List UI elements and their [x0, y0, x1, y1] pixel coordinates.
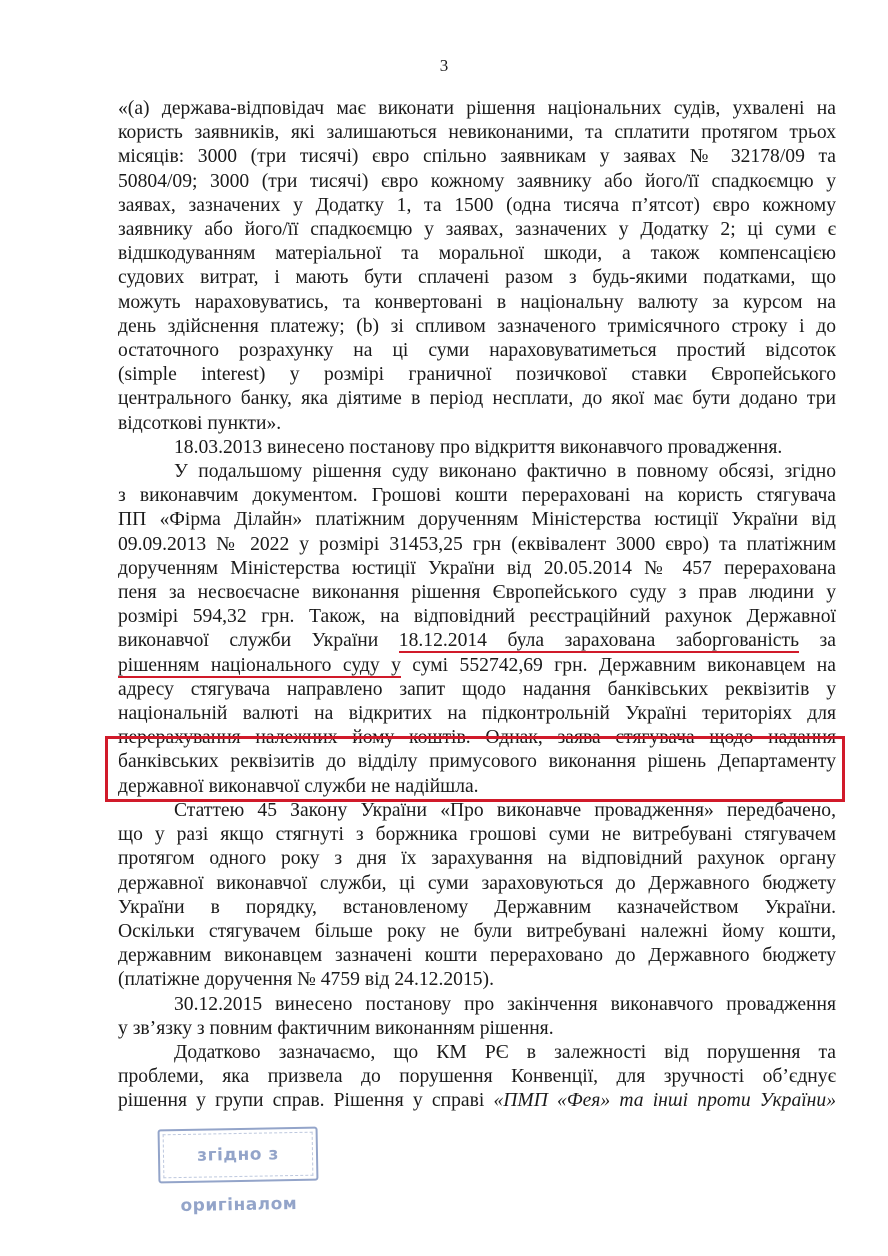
- highlighted-line: банківських реквізитів до відділу примусового виконання рішень Департаменту: [118, 751, 836, 773]
- text-line-underlined: [118, 654, 836, 678]
- text-line: судових витрат, і мають бути сплачені разом з будь-якими податками, що: [118, 267, 836, 289]
- text-line: України в порядку, встановленому Державним казначейством України.: [118, 896, 836, 918]
- highlighted-line: перерахування належних йому коштів. Однак, заява стягувача щодо надання: [118, 727, 836, 749]
- text-line: дорученням Міністерства юстиції України від 20.05.2014 № 457 перерахована: [118, 557, 836, 579]
- text-line: розмірі 594,32 грн. Також, на відповідний реєстраційний рахунок Державної: [118, 606, 836, 628]
- text-line: державної виконавчої служби, ці суми зараховуються до Державного бюджету: [118, 872, 836, 894]
- text-line: 50804/09; 3000 (три тисячі) євро кожному заявнику або його/її спадкоємцю у: [118, 170, 836, 192]
- text-line: проблеми, яка призвела до порушення Конвенції, для зручності об’єднує: [118, 1066, 836, 1088]
- text-line: Додатково зазначаємо, що КМ РЄ в залежності від порушення та: [174, 1041, 836, 1063]
- highlighted-line: державної виконавчої служби не надійшла.: [118, 775, 479, 797]
- text-segment: сумі 552742,69 грн. Державним виконавцем на: [400, 654, 836, 676]
- text-line: «(а) держава-відповідач має виконати рішення національних судів, ухвалені на: [118, 98, 836, 119]
- text-line: пеня за несвоєчасне виконання рішення Європейського суду з прав людини у: [118, 582, 836, 604]
- text-line: національній валюті на відкритих на підконтрольній Україні територіях для: [118, 703, 836, 725]
- text-line: заявнику або його/її спадкоємцю у заявах, зазначених у Додатку 2; ці суми є: [118, 219, 836, 241]
- red-highlight-frame: [105, 736, 845, 802]
- underlined-date-phrase: 18.12.2014 була зарахована заборгованість: [398, 630, 800, 652]
- text-line: з виконавчим документом. Грошові кошти перераховані на користь стягувача: [118, 485, 836, 507]
- text-segment: виконавчої служби України: [118, 630, 399, 652]
- text-line: (платіжне доручення № 4759 від 24.12.2015).: [118, 969, 494, 991]
- page-number: 3: [439, 56, 449, 75]
- text-line: Оскільки стягувачем більше року не були витребувані належні йому кошти,: [118, 920, 836, 942]
- text-line: 18.03.2013 винесено постанову про відкриття виконавчого провадження.: [174, 436, 783, 458]
- text-line: можуть нараховуватись, та конвертовані в національну валюту за курсом на: [118, 291, 836, 313]
- text-line: державним виконавцем зазначені кошти перераховано до Державного бюджету: [118, 945, 836, 967]
- text-line: У подальшому рішення суду виконано фактично в повному обсязі, згідно: [174, 461, 836, 483]
- text-line: Статтею 45 Закону України «Про виконавче провадження» передбачено,: [174, 799, 836, 821]
- text-line: відшкодуванням матеріальної та моральної шкоди, а також компенсацією: [118, 243, 836, 265]
- text-line: що у разі якщо стягнуті з боржника грошові суми не витребувані стягувачем: [118, 824, 836, 846]
- text-line: (simple interest) у розмірі граничної позичкової ставки Європейського: [118, 364, 836, 386]
- underlined-phrase: рішенням національного суду у: [118, 654, 401, 676]
- document-body: [118, 97, 836, 1114]
- text-line: у зв’язку з повним фактичним виконанням рішення.: [118, 1017, 554, 1039]
- text-line: остаточного розрахунку на ці суми нараховуватиметься простий відсоток: [118, 340, 836, 362]
- text-line: 30.12.2015 винесено постанову про закінчення виконавчого провадження: [174, 993, 836, 1015]
- text-segment: рішення у групи справ. Рішення у справі: [118, 1090, 494, 1112]
- text-line: заявах, зазначених у Додатку 1, та 1500 (одна тисяча п’ятсот) євро кожному: [118, 194, 836, 216]
- text-segment: за: [799, 630, 836, 652]
- text-line: ПП «Фірма Ділайн» платіжним дорученням Міністерства юстиції України від: [118, 509, 836, 531]
- text-line: місяців: 3000 (три тисячі) євро спільно заявникам у заявах № 32178/09 та: [118, 146, 836, 168]
- text-line: користь заявників, які залишаються невиконаними, та сплатити протягом трьох: [118, 122, 836, 144]
- text-line: відсоткові пункти».: [118, 412, 282, 434]
- text-line: центрального банку, яка діятиме в період несплати, до якої має бути додано три: [118, 388, 836, 410]
- certified-copy-stamp: згідно з оригіналом: [158, 1127, 319, 1184]
- case-title: «ПМП «Фея» та інші проти України»: [493, 1090, 836, 1112]
- text-line: день здійснення платежу; (b) зі спливом зазначеного тримісячного строку і до: [118, 315, 836, 337]
- text-line-underlined: [118, 629, 836, 653]
- text-line-italic-case: [118, 1089, 836, 1113]
- text-line: адресу стягувача направлено запит щодо надання банківських реквізитів у: [118, 678, 836, 700]
- text-line: 09.09.2013 № 2022 у розмірі 31453,25 грн (еквівалент 3000 євро) та платіжним: [118, 533, 836, 555]
- text-line: протягом одного року з дня їх зарахування на відповідний рахунок органу: [118, 848, 836, 870]
